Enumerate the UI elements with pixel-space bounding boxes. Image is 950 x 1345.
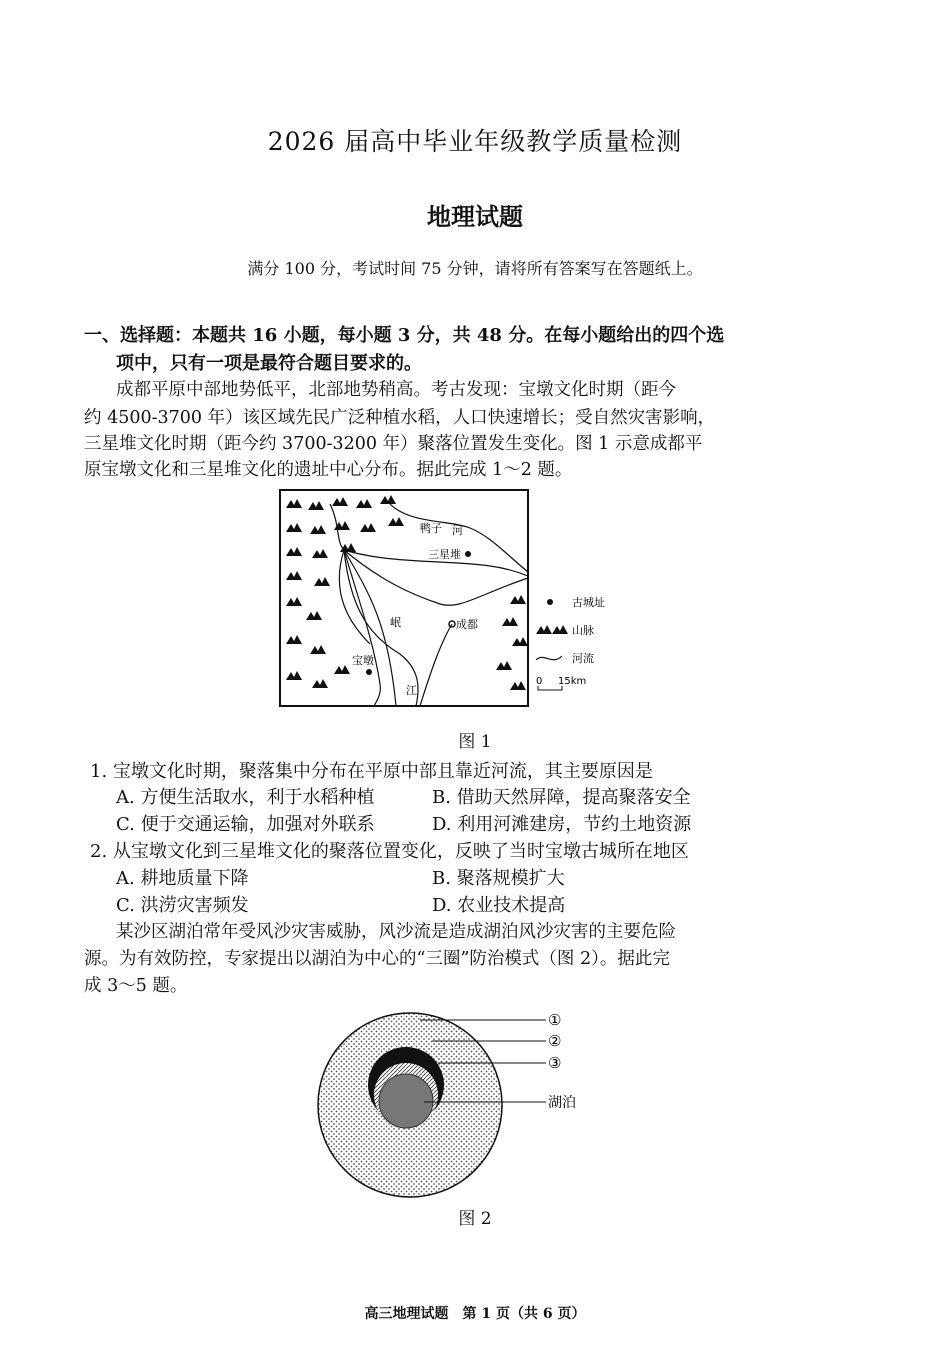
q1-option-c: C. 便于交通运输，加强对外联系 xyxy=(116,814,375,835)
passage1-line1: 成都平原中部地势低平，北部地势稍高。考古发现：宝墩文化时期（距今 xyxy=(116,380,676,400)
site-baodun-marker xyxy=(366,669,372,675)
ring-label-2: ② xyxy=(548,1032,562,1050)
q2-option-a: A. 耕地质量下降 xyxy=(116,868,249,889)
q2-option-d: D. 农业技术提高 xyxy=(432,895,566,916)
q2-stem: 2. 从宝墩文化到三星堆文化的聚落位置变化，反映了当时宝墩古城所在地区 xyxy=(90,841,689,862)
legend-site-label: 古城址 xyxy=(572,596,605,609)
site-sanxingdui-marker xyxy=(465,551,471,557)
section-heading-line2: 项中，只有一项是最符合题目要求的。 xyxy=(116,353,422,374)
exam-title: 2026 届高中毕业年级教学质量检测 xyxy=(267,127,683,156)
map-frame xyxy=(280,490,528,706)
legend-scale-length: 15km xyxy=(558,676,587,687)
passage1-line4: 原宝墩文化和三星堆文化的遗址中心分布。据此完成 1～2 题。 xyxy=(84,460,573,480)
exam-note: 满分 100 分，考试时间 75 分钟，请将所有答案写在答题纸上。 xyxy=(247,259,703,278)
lake-label: 湖泊 xyxy=(548,1095,576,1111)
label-yazihe-2: 河 xyxy=(452,524,463,537)
label-jiang: 江 xyxy=(406,684,417,697)
label-yazihe-1: 鸭子 xyxy=(420,522,442,535)
q1-option-b: B. 借助天然屏障，提高聚落安全 xyxy=(432,787,691,808)
q1-option-d: D. 利用河滩建房，节约土地资源 xyxy=(432,814,692,835)
lake-circle xyxy=(379,1074,433,1128)
q1-option-a: A. 方便生活取水，利于水稻种植 xyxy=(116,787,375,808)
q2-option-c: C. 洪涝灾害频发 xyxy=(116,895,249,916)
exam-subject: 地理试题 xyxy=(427,202,523,231)
ring-figure-2 xyxy=(310,1005,610,1205)
legend-mountain-label: 山脉 xyxy=(572,624,594,637)
legend-river-icon xyxy=(536,656,562,660)
map-legend xyxy=(536,595,605,690)
legend-mountain-icon xyxy=(536,625,552,634)
passage2-line1: 某沙区湖泊常年受风沙灾害威胁，风沙流是造成湖泊风沙灾害的主要危险 xyxy=(116,922,676,942)
legend-river-label: 河流 xyxy=(572,652,594,665)
map-figure-1 xyxy=(270,484,630,714)
section-heading-line1: 一、选择题：本题共 16 小题，每小题 3 分，共 48 分。在每小题给出的四个选 xyxy=(84,325,725,346)
q1-stem: 1. 宝墩文化时期，聚落集中分布在平原中部且靠近河流，其主要原因是 xyxy=(90,761,653,782)
page-footer: 高三地理试题 第 1 页（共 6 页） xyxy=(364,1306,586,1322)
passage1-line3: 三星堆文化时期（距今约 3700-3200 年）聚落位置发生变化。图 1 示意成都平 xyxy=(84,434,703,454)
figure1-caption: 图 1 xyxy=(458,732,492,752)
label-sanxingdui: 三星堆 xyxy=(428,548,461,561)
q2-option-b: B. 聚落规模扩大 xyxy=(432,868,565,889)
passage2-line3: 成 3～5 题。 xyxy=(84,976,188,996)
label-baodun: 宝墩 xyxy=(352,654,374,667)
legend-site-icon xyxy=(547,599,553,605)
figure2-caption: 图 2 xyxy=(458,1209,492,1229)
passage1-line2: 约 4500-3700 年）该区域先民广泛种植水稻，人口快速增长；受自然灾害影响， xyxy=(84,408,716,428)
legend-scale-zero: 0 xyxy=(536,676,543,687)
ring-label-1: ① xyxy=(548,1011,562,1029)
passage2-line2: 源。为有效防控，专家提出以湖泊为中心的“三圈”防治模式（图 2）。据此完 xyxy=(84,949,670,969)
ring-label-3: ③ xyxy=(548,1054,562,1072)
label-chengdu: 成都 xyxy=(456,618,478,631)
label-min: 岷 xyxy=(390,616,401,629)
